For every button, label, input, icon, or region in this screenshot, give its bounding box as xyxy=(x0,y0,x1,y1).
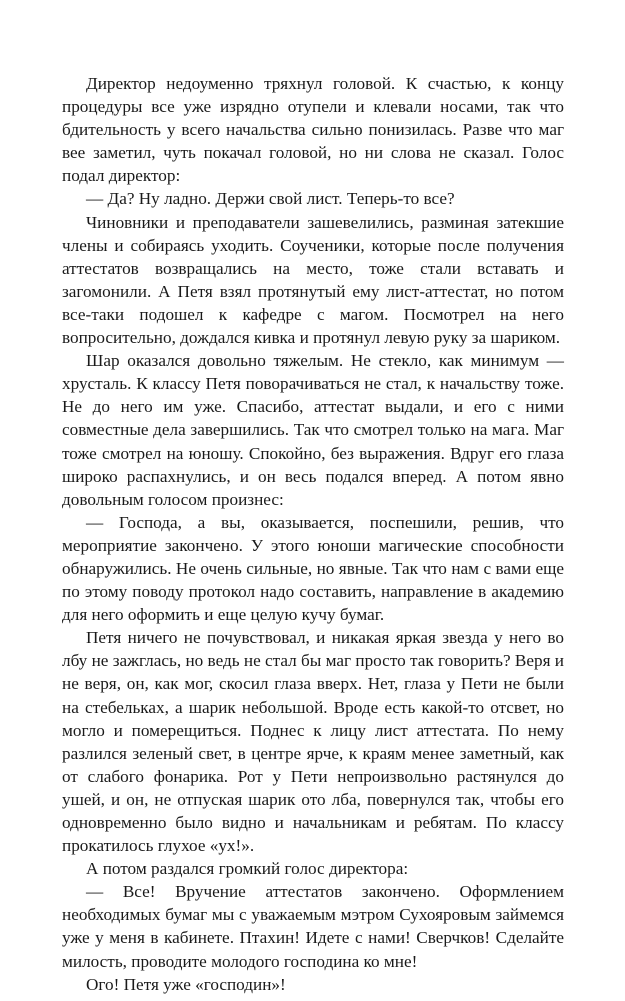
paragraph: — Господа, а вы, оказывается, поспешили, решив, что мероприятие закончено. У этого юноши магические способности обнаружились. Не очень сильные, но явные. Так что нам с вами еще по этому поводу протокол надо составить, направление в академию для него оформить и еще целую кучу бумаг. xyxy=(62,512,564,625)
paragraph: — Все! Вручение аттестатов закончено. Оформлением необходимых бумаг мы с уважаемым мэтром Сухояровым займемся уже у меня в кабинете. Птахин! Идете с нами! Сверчков! Сделайте милость, проводите молодого господина ко мне! xyxy=(62,882,564,971)
paragraph: Петя ничего не почувствовал, и никакая яркая звезда у него во лбу не зажглась, но ведь не стал бы маг просто так говорить? Веря и не веря, он, как мог, скосил глаза вверх. Нет, глаза у Пети не были на стебельках, а шарик небольшой. Вроде есть какой-то отсвет, но могло и померещиться. Поднес к лицу лист аттестата. По нему разлился зеленый свет, в центре ярче, к краям менее заметный, как от слабого фонарика. Рот у Пети непроизвольно растянулся до ушей, и он, не отпуская шарик ото лба, повернулся так, чтобы его одновременно было видно и начальникам и ребятам. По классу прокатилось глухое «ух!». xyxy=(62,628,564,856)
paragraph: Ого! Петя уже «господин»! xyxy=(86,974,286,994)
paragraph: Директор недоуменно тряхнул головой. К счастью, к концу процедуры все уже изрядно отупели и клевали носами, так что бдительность у всего начальства сильно понизилась. Разве что маг вее заметил, чуть покачал головой, но ни слова не сказал. Голос подал директор: xyxy=(62,74,564,186)
paragraph: — Да? Ну ладно. Держи свой лист. Теперь-то все? xyxy=(86,189,455,209)
paragraph: Чиновники и преподаватели зашевелились, разминая затекшие члены и собираясь уходить. Соученики, которые после получения аттестатов возвращались на место, тоже стали вставать и загомонили. А Петя взял протянутый ему лист-аттестат, но потом все-таки подошел к кафедре с магом. Посмотрел на него вопросительно, дождался кивка и протянул левую руку за шариком. xyxy=(62,212,564,348)
paragraph: А потом раздался громкий голос директора: xyxy=(86,859,409,879)
paragraph: Шар оказался довольно тяжелым. Не стекло, как минимум — хрусталь. К классу Петя поворачиваться не стал, к начальству тоже. Не до него им уже. Спасибо, аттестат выдали, и его с ними совместные дела завершились. Так что смотрел только на мага. Маг тоже смотрел на юношу. Спокойно, без выражения. Вдруг его глаза широко распахнулись, и он весь подался вперед. А потом явно довольным голосом произнес: xyxy=(62,351,564,509)
book-page-text xyxy=(62,72,564,996)
